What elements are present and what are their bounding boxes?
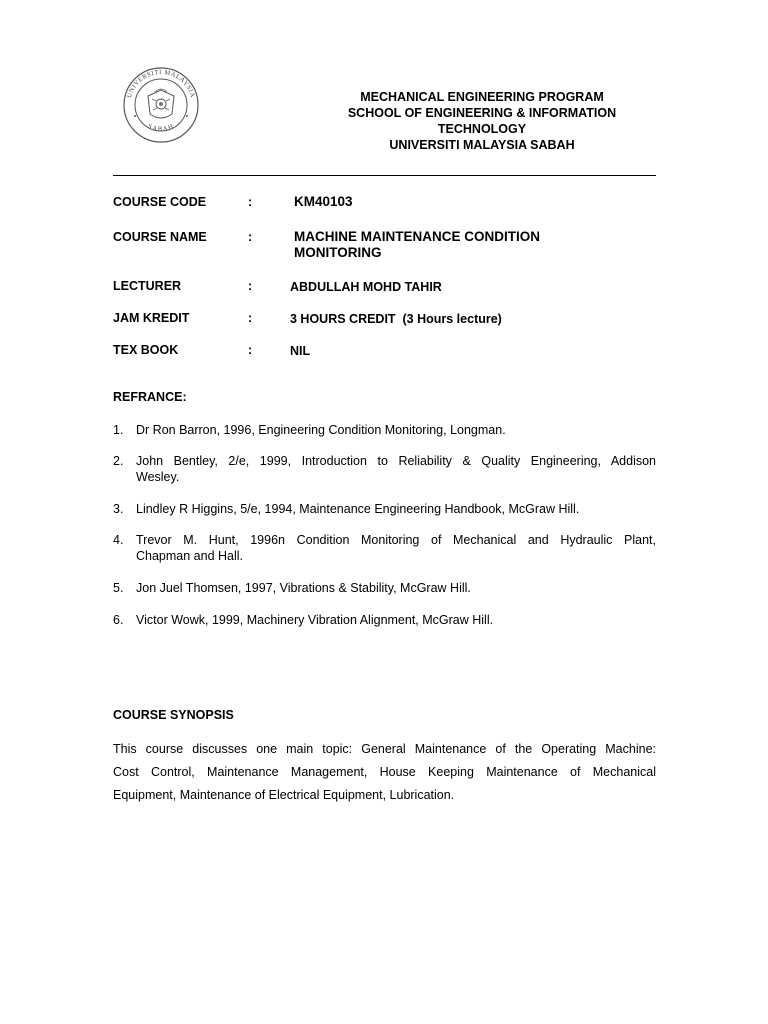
lecturer-label: LECTURER: [113, 279, 182, 293]
course-name-colon: :: [248, 230, 253, 244]
header-line-school-cont: TECHNOLOGY: [437, 122, 527, 136]
svg-text:SABAH: SABAH: [146, 122, 176, 133]
course-name-line2: MONITORING: [294, 245, 382, 260]
header-line-university: UNIVERSITI MALAYSIA SABAH: [389, 138, 575, 152]
synopsis-line: Cost Control, Maintenance Management, House Keeping Maintenance of Mechanical: [113, 765, 656, 779]
reference-text: John Bentley, 2/e, 1999, Introduction to Reliability & Quality Engineering, Addison Wesley.: [136, 454, 656, 484]
university-seal-logo: [122, 66, 200, 144]
reference-text: Jon Juel Thomsen, 1997, Vibrations & Stability, McGraw Hill.: [136, 581, 471, 595]
course-name-label: COURSE NAME: [113, 230, 207, 244]
lecturer-colon: :: [248, 279, 253, 293]
synopsis-line: This course discusses one main topic: General Maintenance of the Operating Machine:: [113, 742, 656, 756]
reference-text: Lindley R Higgins, 5/e, 1994, Maintenance Engineering Handbook, McGraw Hill.: [136, 502, 580, 516]
institution-header: [300, 89, 664, 153]
header-divider: [113, 175, 656, 176]
reference-number: 4.: [113, 533, 124, 547]
credit-hours-label: JAM KREDIT: [113, 311, 190, 325]
reference-number: 5.: [113, 581, 124, 595]
header-line-program: MECHANICAL ENGINEERING PROGRAM: [360, 90, 604, 104]
course-name-value: [294, 229, 540, 261]
synopsis-line: Equipment, Maintenance of Electrical Equipment, Lubrication.: [113, 788, 455, 802]
synopsis-body: [113, 738, 656, 807]
reference-text: Victor Wowk, 1999, Machinery Vibration Alignment, McGraw Hill.: [136, 613, 494, 627]
course-code-label: COURSE CODE: [113, 195, 207, 209]
svg-text:UNIVERSITI MALAYSIA: UNIVERSITI MALAYSIA: [125, 68, 197, 99]
textbook-colon: :: [248, 343, 253, 357]
references-title: REFRANCE:: [113, 390, 187, 404]
reference-number: 2.: [113, 454, 124, 468]
lecturer-value: ABDULLAH MOHD TAHIR: [290, 280, 442, 294]
textbook-label: TEX BOOK: [113, 343, 179, 357]
course-name-line1: MACHINE MAINTENANCE CONDITION: [294, 229, 540, 244]
reference-number: 6.: [113, 613, 124, 627]
reference-text: Trevor M. Hunt, 1996n Condition Monitoring of Mechanical and Hydraulic Plant, Chapman and Hall.: [136, 533, 656, 563]
header-line-school: SCHOOL OF ENGINEERING & INFORMATION: [347, 106, 617, 120]
reference-number: 3.: [113, 502, 124, 516]
credit-hours-value: 3 HOURS CREDIT (3 Hours lecture): [290, 312, 502, 326]
reference-text: Dr Ron Barron, 1996, Engineering Condition Monitoring, Longman.: [136, 423, 506, 437]
textbook-value: NIL: [290, 344, 311, 358]
reference-number: 1.: [113, 423, 124, 437]
course-code-colon: :: [248, 195, 253, 209]
synopsis-title: COURSE SYNOPSIS: [113, 708, 234, 722]
course-code-value: KM40103: [294, 194, 353, 209]
credit-hours-colon: :: [248, 311, 253, 325]
